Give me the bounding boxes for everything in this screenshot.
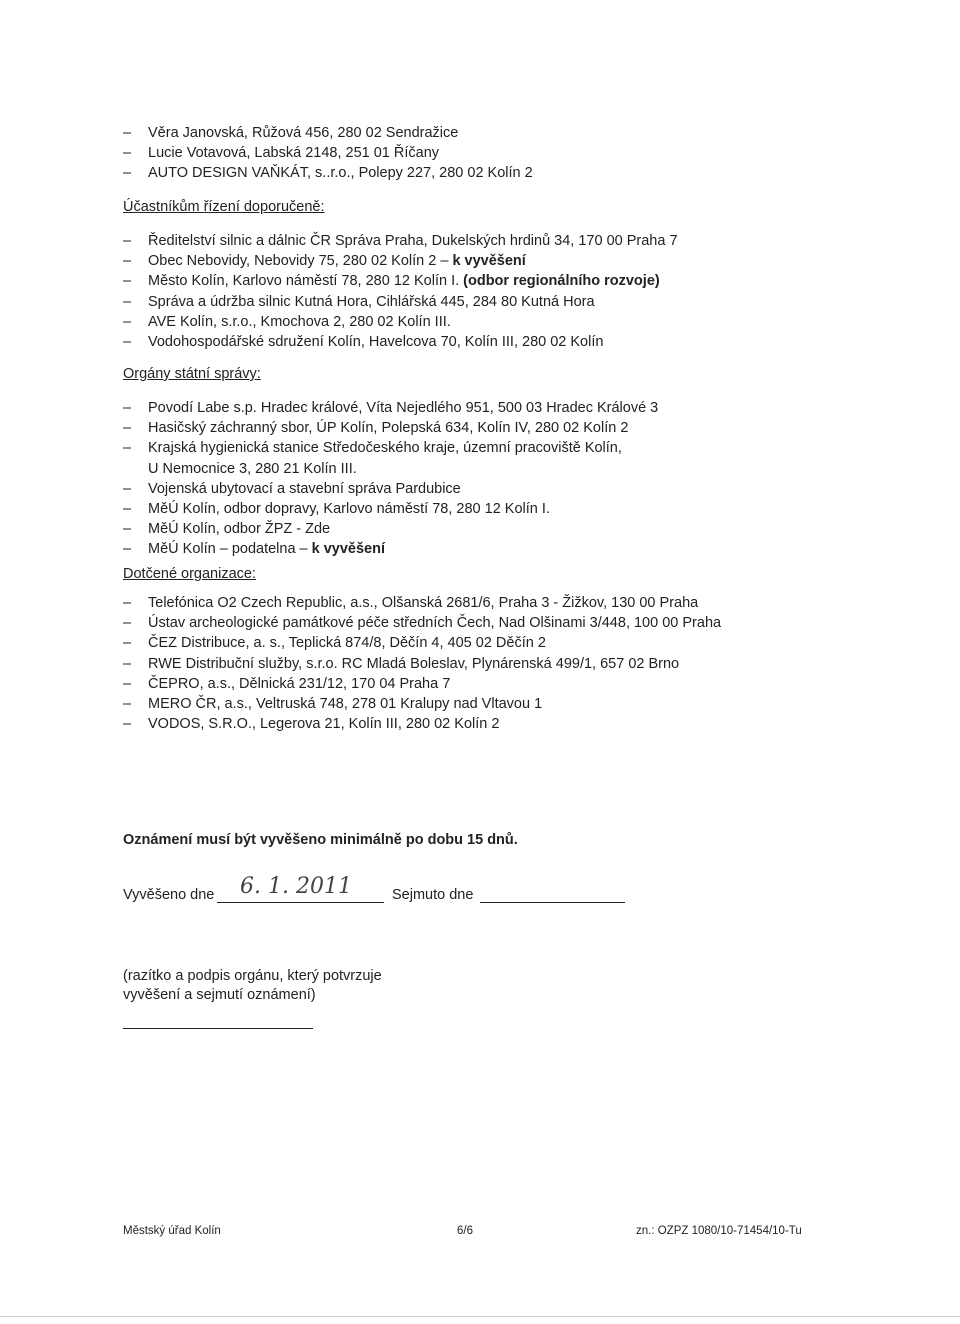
list-item: – Hasičský záchranný sbor, ÚP Kolín, Polepská 634, Kolín IV, 280 02 Kolín 2: [123, 418, 658, 438]
list-item: – Lucie Votavová, Labská 2148, 251 01 Říčany: [123, 143, 533, 163]
list-item: – VODOS, S.R.O., Legerova 21, Kolín III, 280 02 Kolín 2: [123, 714, 721, 734]
footer-reference: zn.: OZPZ 1080/10-71454/10-Tu: [636, 1225, 802, 1237]
participants-heading: Účastníkům řízení doporučeně:: [123, 199, 325, 215]
list-item: – Správa a údržba silnic Kutná Hora, Cihlářská 445, 284 80 Kutná Hora: [123, 292, 678, 312]
list-item: – ČEPRO, a.s., Dělnická 231/12, 170 04 Praha 7: [123, 674, 721, 694]
posted-date-handwritten: 6. 1. 2011: [240, 874, 352, 899]
list-item: – Vodohospodářské sdružení Kolín, Havelcova 70, Kolín III, 280 02 Kolín: [123, 332, 678, 352]
posted-label: Vyvěšeno dne: [123, 887, 215, 903]
stamp-note-line2: vyvěšení a sejmutí oznámení): [123, 987, 316, 1003]
removed-date-line: [480, 902, 625, 903]
recipients-top-list: [123, 123, 533, 184]
list-item: – Povodí Labe s.p. Hradec králové, Víta Nejedlého 951, 500 03 Hradec Králové 3: [123, 398, 658, 418]
posting-notice: Oznámení musí být vyvěšeno minimálně po dobu 15 dnů.: [123, 832, 518, 848]
participants-list: [123, 231, 678, 352]
list-item: – MERO ČR, a.s., Veltruská 748, 278 01 Kralupy nad Vltavou 1: [123, 694, 721, 714]
orgs-heading: Dotčené organizace:: [123, 566, 256, 582]
scan-edge-line: [0, 1316, 960, 1317]
list-item: – ČEZ Distribuce, a. s., Teplická 874/8, Děčín 4, 405 02 Děčín 2: [123, 633, 721, 653]
list-item: – Vojenská ubytovací a stavební správa Pardubice: [123, 479, 658, 499]
footer-office: Městský úřad Kolín: [123, 1225, 221, 1237]
stamp-note-line1: (razítko a podpis orgánu, který potvrzuje: [123, 968, 382, 984]
state-heading: Orgány státní správy:: [123, 366, 261, 382]
list-item: – Krajská hygienická stanice Středočeského kraje, územní pracoviště Kolín, U Nemocnice 3, 280 21 Kolín III.: [123, 438, 658, 478]
list-item: – MěÚ Kolín, odbor ŽPZ - Zde: [123, 519, 658, 539]
list-item: – RWE Distribuční služby, s.r.o. RC Mladá Boleslav, Plynárenská 499/1, 657 02 Brno: [123, 654, 721, 674]
list-item: – AUTO DESIGN VAŇKÁT, s..r.o., Polepy 227, 280 02 Kolín 2: [123, 163, 533, 183]
state-list: [123, 398, 658, 560]
list-item: – Telefónica O2 Czech Republic, a.s., Olšanská 2681/6, Praha 3 - Žižkov, 130 00 Praha: [123, 593, 721, 613]
footer-page-number: 6/6: [457, 1225, 473, 1237]
list-item: – Ředitelství silnic a dálnic ČR Správa Praha, Dukelských hrdinů 34, 170 00 Praha 7: [123, 231, 678, 251]
list-item: – Město Kolín, Karlovo náměstí 78, 280 12 Kolín I. (odbor regionálního rozvoje): [123, 271, 678, 291]
removed-label: Sejmuto dne: [392, 887, 474, 903]
stamp-signature-line: [123, 1028, 313, 1029]
list-item: – AVE Kolín, s.r.o., Kmochova 2, 280 02 Kolín III.: [123, 312, 678, 332]
list-item: – MěÚ Kolín, odbor dopravy, Karlovo náměstí 78, 280 12 Kolín I.: [123, 499, 658, 519]
orgs-list: [123, 593, 721, 734]
list-item: – Ústav archeologické památkové péče středních Čech, Nad Olšinami 3/448, 100 00 Praha: [123, 613, 721, 633]
posted-date-line: [217, 902, 384, 903]
list-item: – Věra Janovská, Růžová 456, 280 02 Sendražice: [123, 123, 533, 143]
list-item: – MěÚ Kolín – podatelna – k vyvěšení: [123, 539, 658, 559]
list-item: – Obec Nebovidy, Nebovidy 75, 280 02 Kolín 2 – k vyvěšení: [123, 251, 678, 271]
